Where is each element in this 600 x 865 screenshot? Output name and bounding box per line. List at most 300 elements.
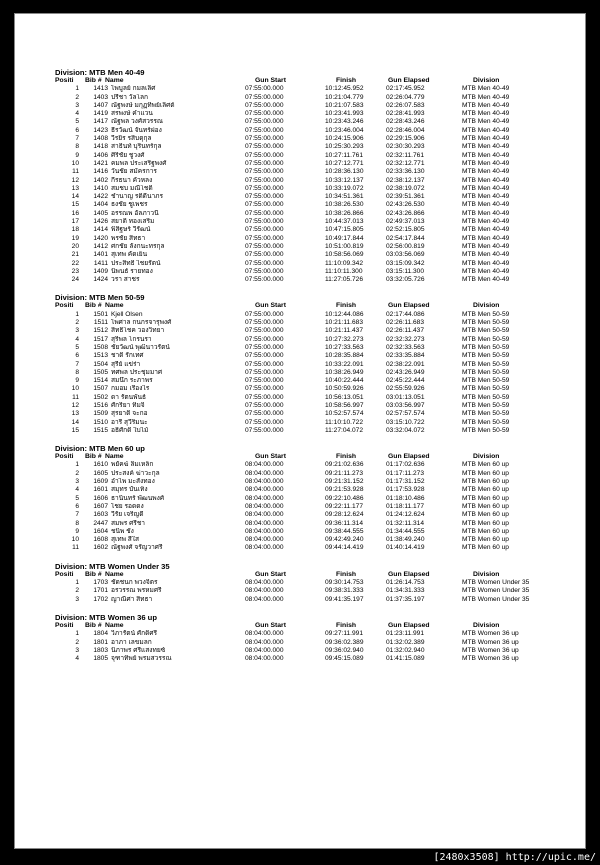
cell-name: นิภาพร ศรีแสงทยซ์	[111, 646, 166, 654]
cell-bib: 1505	[93, 368, 108, 376]
cell-gs: 07:55:00.000	[245, 151, 284, 159]
cell-name: สยาติ ทองเสริม	[111, 218, 155, 226]
column-header-dv: Division	[473, 302, 500, 310]
cell-fin: 09:21:11.273	[325, 469, 364, 477]
cell-el: 01:17:02.636	[386, 461, 425, 469]
cell-pos: 8	[75, 519, 79, 527]
cell-bib: 1413	[93, 85, 108, 93]
column-header-name: Name	[105, 453, 124, 461]
cell-pos: 4	[75, 335, 79, 343]
cell-pos: 3	[75, 646, 79, 654]
cell-pos: 5	[75, 494, 79, 502]
result-row	[55, 336, 521, 344]
result-row	[55, 352, 521, 360]
result-row	[55, 143, 521, 151]
division-title: Division: MTB Men 60 up	[55, 444, 145, 454]
result-row	[55, 94, 521, 102]
cell-el: 02:43:26.866	[386, 209, 425, 217]
column-header-bib: Bib #	[85, 77, 102, 84]
cell-fin: 10:28:36.130	[325, 168, 364, 176]
cell-name: สมุทร บันเท็ง	[111, 486, 148, 494]
cell-gs: 08:04:00.000	[245, 587, 284, 595]
cell-el: 02:49:37.013	[386, 218, 425, 226]
cell-fin: 10:12:44.086	[325, 310, 364, 318]
cell-bib: 1423	[93, 126, 108, 134]
column-header-el: Gun Elapsed	[388, 77, 430, 84]
cell-gs: 07:55:00.000	[245, 393, 284, 401]
cell-el: 02:17:44.086	[386, 310, 425, 318]
cell-bib: 1607	[93, 502, 108, 510]
cell-gs: 07:55:00.000	[245, 360, 284, 368]
cell-gs: 08:04:00.000	[245, 527, 284, 535]
cell-el: 01:32:02.389	[386, 638, 425, 646]
result-row	[55, 595, 530, 604]
cell-gs: 08:04:00.000	[245, 638, 284, 646]
cell-el: 02:54:17.844	[386, 234, 425, 242]
cell-fin: 10:23:46.004	[325, 126, 364, 134]
cell-dv: MTB Men 50-59	[462, 319, 510, 327]
cell-name: ณัฐพล วงศ์สวรรณ	[111, 118, 164, 126]
column-header-fin: Finish	[336, 77, 357, 84]
cell-el: 02:43:26.530	[386, 201, 425, 209]
cell-name: วีรัย เจริญดี	[111, 511, 144, 519]
cell-pos: 2	[75, 638, 79, 646]
cell-pos: 1	[75, 310, 79, 318]
cell-fin: 10:25:30.293	[325, 143, 364, 151]
cell-bib: 1414	[93, 226, 108, 234]
cell-pos: 14	[71, 193, 79, 201]
cell-bib: 1404	[93, 201, 108, 209]
cell-dv: MTB Men 50-59	[462, 385, 510, 393]
cell-fin: 09:30:14.753	[325, 579, 364, 587]
cell-dv: MTB Men 40-49	[462, 143, 510, 151]
cell-gs: 07:55:00.000	[245, 335, 284, 343]
cell-pos: 11	[72, 393, 79, 401]
result-row	[55, 193, 521, 201]
cell-gs: 08:04:00.000	[245, 646, 284, 654]
result-row	[55, 630, 521, 638]
result-row	[55, 127, 521, 135]
cell-fin: 09:42:49.240	[325, 536, 364, 544]
cell-el: 03:01:13.051	[386, 393, 425, 401]
cell-bib: 1514	[93, 377, 108, 385]
cell-pos: 5	[75, 118, 79, 126]
cell-el: 02:28:43.246	[386, 118, 425, 126]
cell-dv: MTB Men 60 up	[462, 544, 509, 552]
cell-fin: 10:28:35.884	[325, 352, 364, 360]
cell-pos: 10	[71, 385, 79, 393]
cell-pos: 4	[75, 486, 79, 494]
result-row	[55, 655, 521, 663]
cell-pos: 18	[71, 226, 79, 234]
cell-gs: 07:55:00.000	[245, 410, 284, 418]
column-header-gs: Gun Start	[255, 302, 286, 310]
column-header-el: Gun Elapsed	[388, 453, 430, 461]
column-header-pos: Positi	[55, 77, 74, 84]
cell-gs: 08:04:00.000	[245, 511, 284, 519]
cell-el: 02:32:12.771	[386, 159, 425, 167]
result-row	[55, 152, 521, 160]
cell-el: 02:32:33.563	[386, 343, 425, 351]
cell-bib: 1512	[93, 327, 108, 335]
result-row	[55, 344, 521, 352]
cell-dv: MTB Men 60 up	[462, 478, 509, 486]
result-row	[55, 118, 521, 126]
cell-name: ธานินทร์ พัฒนพงศ์	[111, 494, 165, 502]
cell-fin: 10:49:17.844	[325, 234, 364, 242]
cell-el: 01:40:14.419	[386, 544, 425, 552]
column-header-bib: Bib #	[85, 570, 102, 578]
cell-fin: 11:10:10.722	[325, 418, 364, 426]
cell-el: 01:17:31.152	[386, 478, 425, 486]
watermark: [2480x3508] http://upic.me/	[433, 852, 596, 863]
cell-dv: MTB Men 60 up	[462, 502, 509, 510]
cell-el: 02:45:22.444	[386, 377, 425, 385]
column-header-dv: Division	[473, 77, 500, 84]
cell-dv: MTB Women 36 up	[462, 646, 519, 654]
cell-pos: 3	[75, 101, 79, 109]
cell-name: พยัคฆ์ ลิ้มเหล็ก	[111, 461, 154, 469]
cell-gs: 08:04:00.000	[245, 519, 284, 527]
cell-gs: 07:55:00.000	[245, 168, 284, 176]
cell-gs: 07:55:00.000	[245, 251, 284, 259]
cell-bib: 1416	[93, 168, 108, 176]
division-section	[55, 444, 521, 553]
result-row	[55, 377, 521, 385]
cell-fin: 09:22:10.486	[325, 494, 364, 502]
cell-name: ไพศาล กนกรจารุพงศ์	[111, 319, 172, 327]
cell-name: อธิศักดิ์ ใบไม้	[111, 426, 149, 434]
result-row	[55, 135, 521, 143]
result-row	[55, 235, 521, 243]
cell-el: 02:43:26.949	[386, 368, 425, 376]
cell-gs: 07:55:00.000	[245, 93, 284, 101]
cell-name: ธงชัย ชูเพชร	[111, 201, 148, 209]
cell-bib: 1402	[93, 176, 108, 184]
cell-name: ไชย รอดดง	[111, 502, 144, 510]
result-row	[55, 276, 521, 284]
cell-pos: 12	[71, 176, 79, 184]
cell-dv: MTB Men 40-49	[462, 176, 510, 184]
cell-name: ชำนาญ รติดีนาภร	[111, 193, 164, 201]
column-header-el: Gun Elapsed	[388, 302, 430, 310]
cell-el: 02:38:22.091	[386, 360, 425, 368]
cell-pos: 11	[72, 168, 79, 176]
cell-el: 01:37:35.197	[386, 595, 425, 603]
cell-dv: MTB Men 50-59	[462, 401, 510, 409]
column-header-row	[55, 571, 521, 579]
cell-dv: MTB Men 50-59	[462, 410, 510, 418]
cell-gs: 07:55:00.000	[245, 319, 284, 327]
cell-pos: 11	[72, 544, 79, 552]
cell-gs: 08:04:00.000	[245, 478, 284, 486]
cell-gs: 07:55:00.000	[245, 159, 284, 167]
cell-pos: 10	[71, 536, 79, 544]
cell-el: 02:32:11.761	[386, 151, 425, 159]
cell-bib: 1608	[93, 536, 108, 544]
cell-fin: 09:36:02.389	[325, 638, 364, 646]
cell-pos: 6	[75, 352, 79, 360]
cell-el: 01:17:11.273	[386, 469, 425, 477]
cell-fin: 10:51:00.819	[325, 242, 364, 250]
cell-dv: MTB Men 40-49	[462, 93, 510, 101]
cell-dv: MTB Men 40-49	[462, 226, 510, 234]
division-section	[55, 293, 521, 435]
cell-gs: 08:04:00.000	[245, 502, 284, 510]
cell-dv: MTB Women 36 up	[462, 630, 519, 638]
cell-name: สุริพล โกรนรา	[111, 335, 152, 343]
cell-pos: 12	[71, 401, 79, 409]
cell-el: 01:34:44.555	[386, 527, 425, 535]
cell-fin: 10:56:13.051	[325, 393, 364, 401]
result-row	[55, 361, 521, 369]
result-row	[55, 461, 521, 469]
column-header-name: Name	[105, 302, 124, 310]
cell-dv: MTB Men 50-59	[462, 360, 510, 368]
cell-gs: 07:55:00.000	[245, 101, 284, 109]
cell-gs: 08:04:00.000	[245, 494, 284, 502]
cell-bib: 1703	[93, 579, 108, 587]
cell-bib: 1801	[93, 638, 108, 646]
cell-fin: 10:34:51.361	[325, 193, 364, 201]
cell-name: ประสงค์ ฆ่าวะกุล	[111, 469, 160, 477]
cell-fin: 10:33:19.072	[325, 184, 364, 192]
cell-pos: 7	[75, 360, 79, 368]
cell-fin: 10:21:07.583	[325, 101, 364, 109]
cell-pos: 19	[71, 234, 79, 242]
cell-bib: 1701	[93, 587, 108, 595]
column-header-dv: Division	[473, 570, 500, 578]
cell-name: สมนึก ระภาพร	[111, 377, 153, 385]
cell-bib: 1421	[93, 159, 108, 167]
cell-dv: MTB Men 60 up	[462, 461, 509, 469]
cell-dv: MTB Men 40-49	[462, 126, 510, 134]
cell-gs: 07:55:00.000	[245, 184, 284, 192]
cell-dv: MTB Men 40-49	[462, 234, 510, 242]
cell-name: ธีรวัฒน์ จันทร์ผ่อง	[111, 126, 162, 134]
cell-pos: 9	[75, 151, 79, 159]
cell-gs: 07:55:00.000	[245, 385, 284, 393]
cell-bib: 1515	[93, 426, 108, 434]
cell-pos: 5	[75, 343, 79, 351]
cell-bib: 1516	[93, 401, 108, 409]
cell-bib: 1502	[93, 393, 108, 401]
cell-pos: 21	[71, 251, 79, 259]
column-header-dv: Division	[473, 621, 500, 629]
cell-fin: 10:27:12.771	[325, 159, 364, 167]
cell-el: 02:30:30.293	[386, 143, 425, 151]
cell-el: 02:26:07.583	[386, 101, 425, 109]
cell-el: 02:28:46.004	[386, 126, 425, 134]
cell-dv: MTB Men 50-59	[462, 393, 510, 401]
cell-dv: MTB Men 40-49	[462, 209, 510, 217]
result-row	[55, 402, 521, 410]
result-row	[55, 410, 521, 418]
cell-dv: MTB Men 40-49	[462, 218, 510, 226]
result-row	[55, 102, 521, 110]
cell-pos: 20	[71, 242, 79, 250]
cell-pos: 7	[75, 135, 79, 143]
cell-pos: 14	[71, 418, 79, 426]
cell-bib: 1610	[93, 461, 108, 469]
cell-gs: 07:55:00.000	[245, 209, 284, 217]
cell-bib: 1504	[93, 360, 108, 368]
cell-dv: MTB Men 50-59	[462, 335, 510, 343]
cell-fin: 10:50:59.926	[325, 385, 364, 393]
result-row	[55, 544, 521, 552]
cell-dv: MTB Men 40-49	[462, 259, 510, 267]
column-header-row	[55, 302, 521, 310]
cell-pos: 1	[75, 579, 79, 587]
cell-pos: 15	[71, 201, 79, 209]
cell-el: 01:32:02.940	[386, 646, 425, 654]
cell-bib: 1410	[93, 184, 108, 192]
cell-gs: 07:55:00.000	[245, 218, 284, 226]
result-row	[55, 85, 521, 93]
cell-name: ณัฐพงศ์ จรัญวาศรี	[111, 544, 163, 552]
cell-fin: 11:27:05.726	[325, 276, 364, 284]
cell-gs: 07:55:00.000	[245, 327, 284, 335]
cell-dv: MTB Men 40-49	[462, 201, 510, 209]
cell-bib: 1412	[93, 242, 108, 250]
cell-pos: 15	[71, 426, 79, 434]
cell-pos: 8	[75, 368, 79, 376]
cell-bib: 1602	[93, 544, 108, 552]
cell-gs: 07:55:00.000	[245, 242, 284, 250]
cell-gs: 07:55:00.000	[245, 226, 284, 234]
cell-bib: 1409	[93, 267, 108, 275]
cell-name: กีรธนา คัวหลง	[111, 176, 153, 184]
cell-name: ศกชัย ลังกนะทรกุล	[111, 242, 165, 250]
cell-gs: 08:04:00.000	[245, 630, 284, 638]
cell-pos: 6	[75, 126, 79, 134]
cell-gs: 07:55:00.000	[245, 418, 284, 426]
result-row	[55, 260, 521, 268]
result-row	[55, 470, 521, 478]
cell-el: 02:17:45.952	[386, 85, 425, 93]
cell-bib: 1507	[93, 385, 108, 393]
cell-name: อำไพ มะสังทอง	[111, 478, 155, 486]
column-header-fin: Finish	[336, 453, 357, 461]
result-row	[55, 268, 521, 276]
cell-dv: MTB Women Under 35	[462, 579, 530, 587]
cell-dv: MTB Men 50-59	[462, 368, 510, 376]
results-content	[55, 68, 530, 672]
column-header-bib: Bib #	[85, 453, 102, 461]
column-header-name: Name	[105, 621, 124, 629]
cell-pos: 13	[71, 184, 79, 192]
cell-dv: MTB Men 40-49	[462, 151, 510, 159]
result-row	[55, 319, 521, 327]
column-header-fin: Finish	[336, 302, 357, 310]
cell-gs: 07:55:00.000	[245, 143, 284, 151]
cell-pos: 1	[75, 630, 79, 638]
cell-el: 03:03:56.997	[386, 401, 425, 409]
cell-fin: 10:24:15.906	[325, 135, 364, 143]
division-title: Division: MTB Women 36 up	[55, 612, 157, 622]
cell-fin: 09:38:31.333	[325, 587, 364, 595]
cell-el: 02:57:57.574	[386, 410, 425, 418]
cell-fin: 10:58:56.997	[325, 401, 364, 409]
cell-fin: 10:21:11.683	[325, 319, 364, 327]
cell-gs: 07:55:00.000	[245, 176, 284, 184]
cell-fin: 10:44:37.013	[325, 218, 364, 226]
cell-el: 02:26:11.437	[386, 327, 425, 335]
cell-name: จุฑาทิพย์ พรมสวรรณ	[111, 655, 172, 663]
division-section	[55, 68, 521, 284]
cell-gs: 08:04:00.000	[245, 486, 284, 494]
cell-pos: 16	[71, 209, 79, 217]
column-header-gs: Gun Start	[255, 621, 286, 629]
result-row	[55, 495, 521, 503]
cell-fin: 11:10:11.300	[325, 267, 363, 275]
cell-pos: 2	[75, 93, 79, 101]
cell-fin: 09:41:35.197	[325, 595, 364, 603]
cell-dv: MTB Men 60 up	[462, 494, 509, 502]
cell-pos: 1	[75, 461, 79, 469]
cell-fin: 09:36:02.940	[325, 646, 364, 654]
cell-name: ชนิพ ชัง	[111, 527, 134, 535]
cell-fin: 10:38:26.866	[325, 209, 364, 217]
result-row	[55, 210, 521, 218]
cell-fin: 09:21:31.152	[325, 478, 364, 486]
cell-el: 03:32:04.072	[386, 426, 425, 434]
cell-name: สุรยาติ จะกอ	[111, 410, 148, 418]
result-row	[55, 528, 521, 536]
result-row	[55, 218, 521, 226]
cell-fin: 09:22:11.177	[325, 502, 364, 510]
cell-bib: 1408	[93, 135, 108, 143]
cell-bib: 1406	[93, 151, 108, 159]
cell-name: ไพบูลย์ กมลเลิศ	[111, 85, 156, 93]
cell-pos: 9	[75, 527, 79, 535]
cell-bib: 1605	[93, 469, 108, 477]
cell-name: สมชบ มณีโชติ	[111, 184, 153, 192]
cell-name: อาภา เลขมลก	[111, 638, 152, 646]
cell-fin: 09:28:12.624	[325, 511, 364, 519]
cell-el: 02:39:51.361	[386, 193, 425, 201]
cell-name: คมพล ประเสริฐพงศ์	[111, 159, 167, 167]
result-row	[55, 160, 521, 168]
cell-gs: 08:04:00.000	[245, 536, 284, 544]
cell-gs: 08:04:00.000	[245, 544, 284, 552]
cell-gs: 08:04:00.000	[245, 579, 284, 587]
cell-gs: 07:55:00.000	[245, 234, 284, 242]
cell-el: 02:56:00.819	[386, 242, 425, 250]
cell-bib: 1509	[93, 410, 108, 418]
cell-pos: 4	[75, 655, 79, 663]
cell-bib: 1411	[93, 259, 108, 267]
cell-gs: 08:04:00.000	[245, 655, 284, 663]
column-header-pos: Positi	[55, 621, 74, 629]
column-header-fin: Finish	[336, 570, 357, 578]
cell-fin: 10:58:56.069	[325, 251, 364, 259]
cell-pos: 2	[75, 469, 79, 477]
cell-dv: MTB Men 50-59	[462, 426, 510, 434]
cell-el: 02:38:19.072	[386, 184, 425, 192]
result-row	[55, 385, 521, 393]
cell-name: วิภารัตน์ ศักดิ์ศรี	[111, 630, 158, 638]
result-row	[55, 639, 521, 647]
result-row	[55, 536, 521, 544]
result-row	[55, 327, 521, 335]
column-header-name: Name	[105, 570, 124, 578]
cell-pos: 7	[75, 511, 79, 519]
cell-fin: 09:21:53.928	[325, 486, 364, 494]
result-row	[55, 647, 521, 655]
cell-fin: 11:27:04.072	[325, 426, 364, 434]
division-title: Division: MTB Women Under 35	[55, 561, 170, 571]
